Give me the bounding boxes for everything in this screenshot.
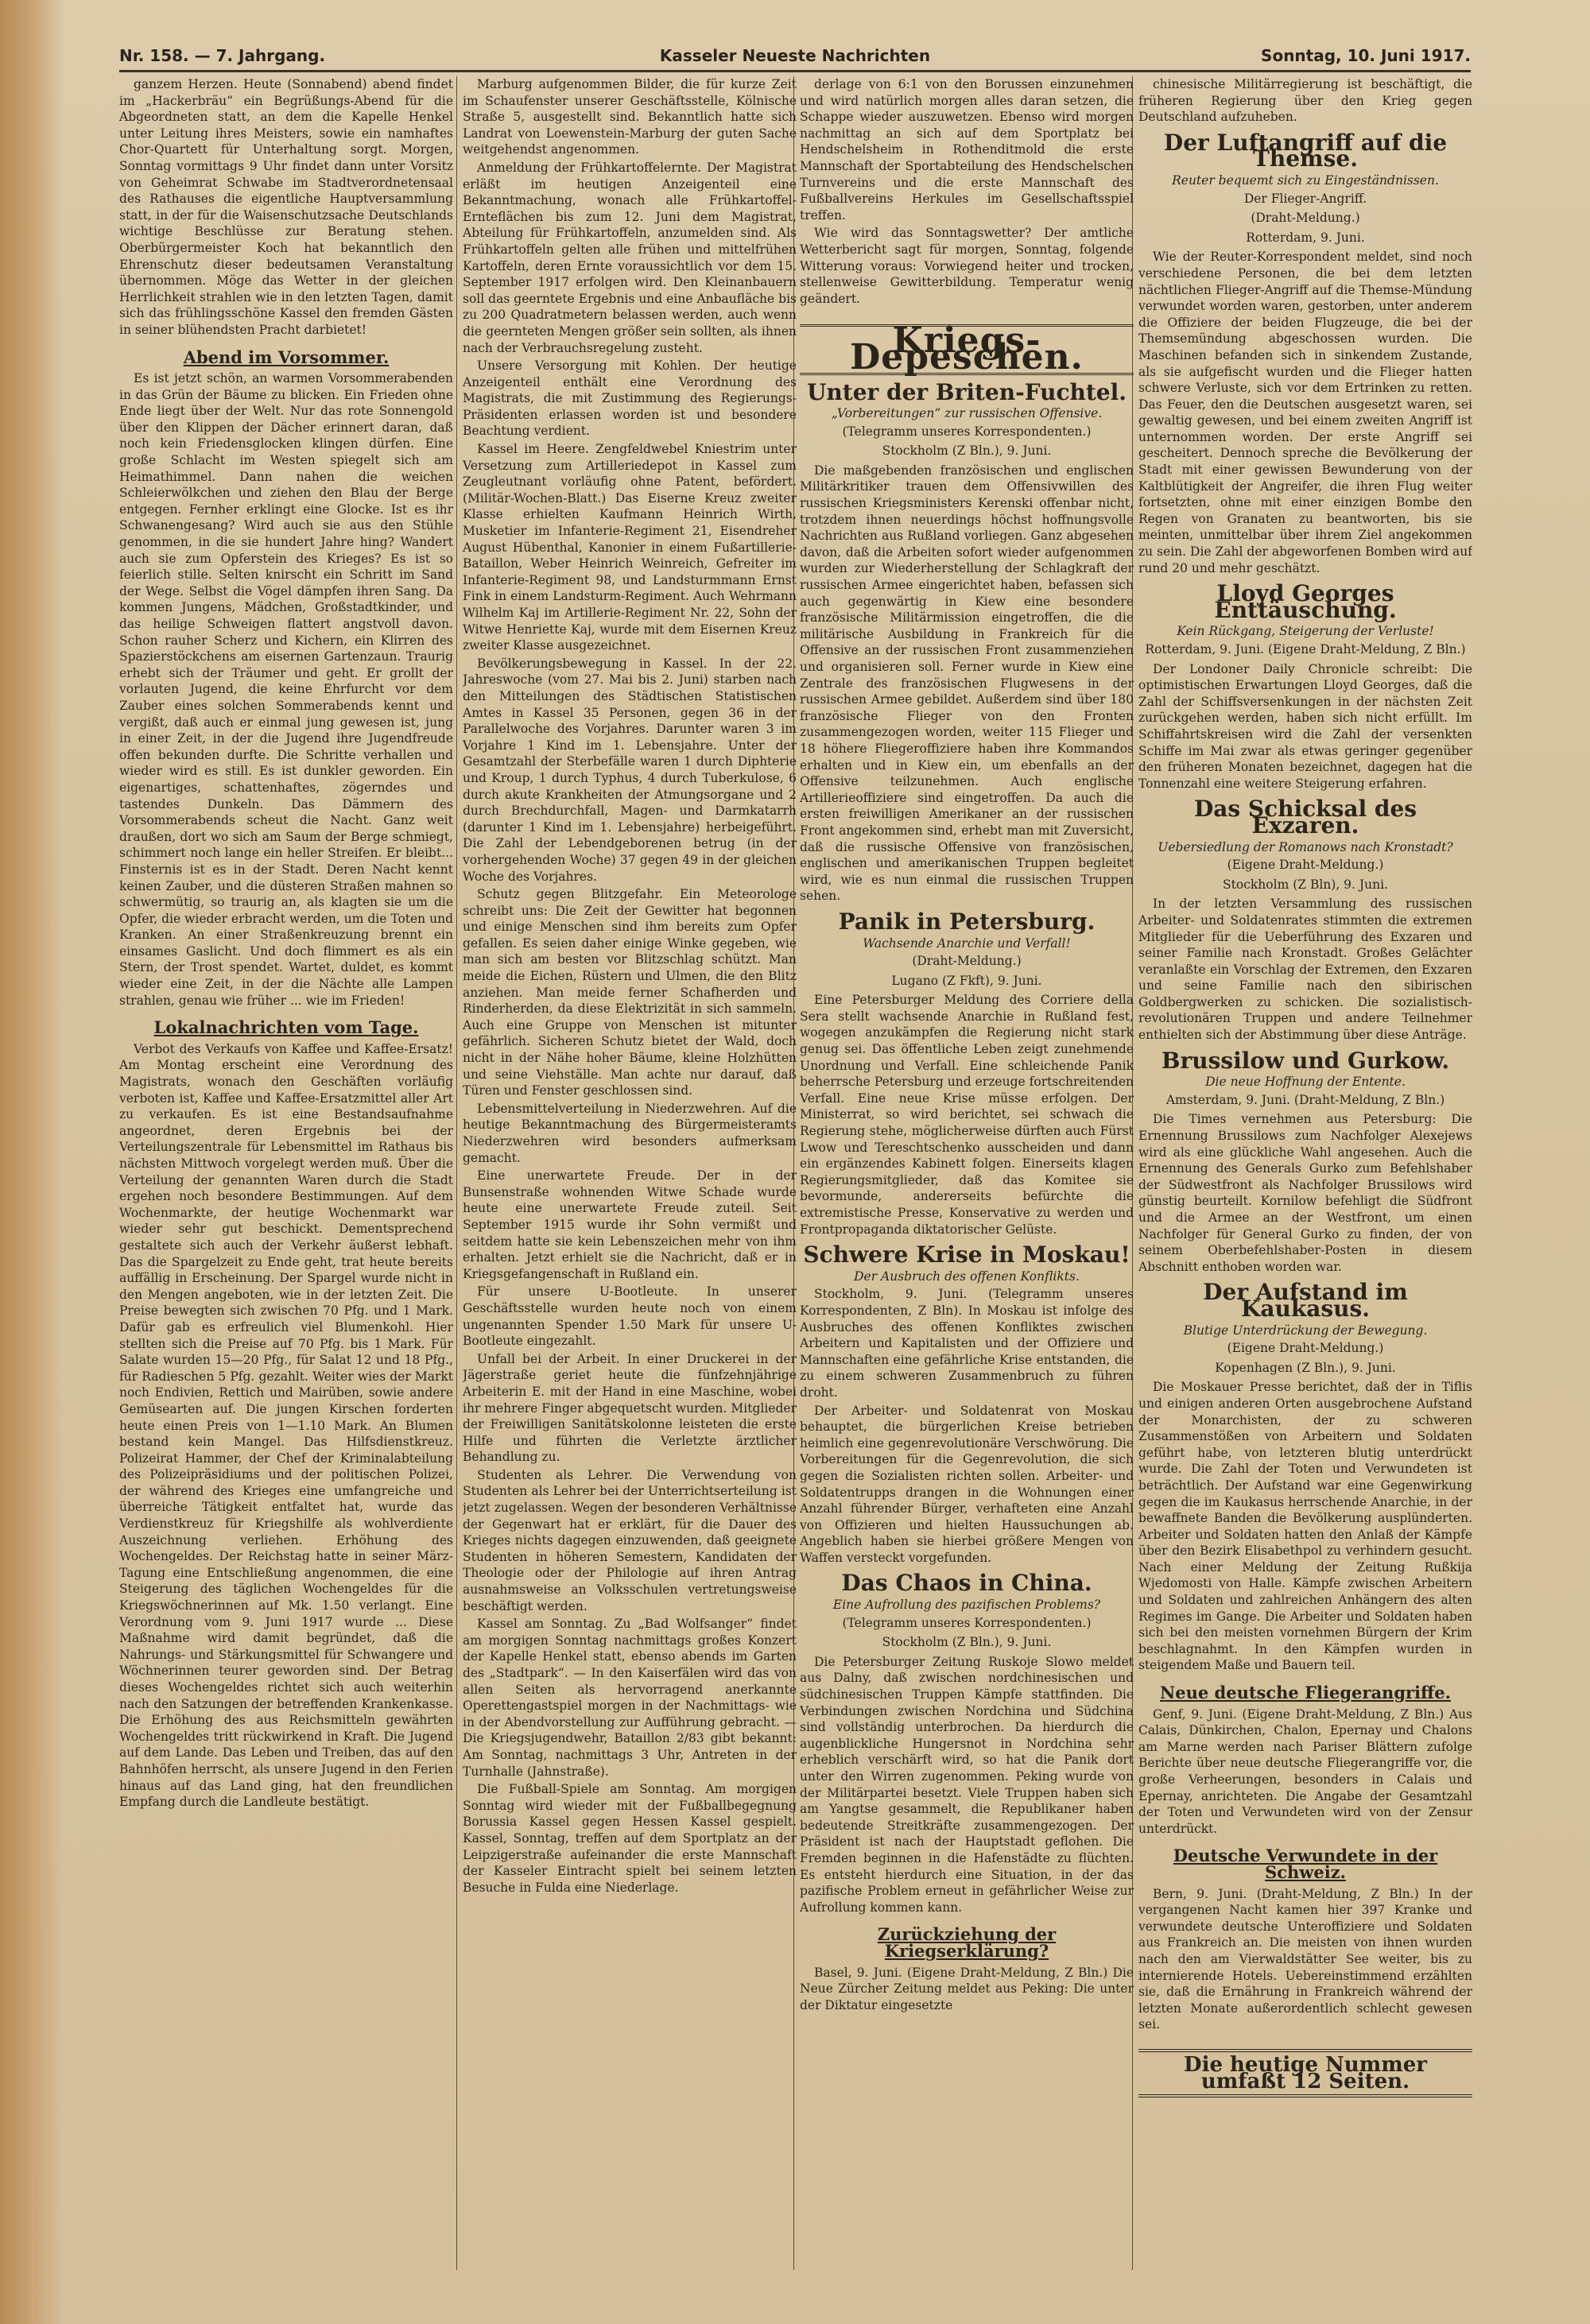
section-title-kriegs-depeschen: Kriegs-Depeschen. (800, 324, 1134, 374)
byline: (Eigene Draht-Meldung.) (1227, 1341, 1384, 1356)
article-paragraph: Kassel am Sonntag. Zu „Bad Wolfsanger“ findet am morgigen Sonntag nachmittags großes Konzert der Kapelle Henkel statt, ebenso abends im Garten des „Stadtpark“. — In den Kaiserfälen wird das von allen Seiten als hervorragend anerkannte Operettengastspiel morgen in der Nachmittags- wie in der Abendvorstellung zur Aufführung gebracht. — Die Kriegsjugendwehr, Bataillon 2/83 gibt bekannt: Am Sonntag, nachmittags 3 Uhr, Antreten in der Turnhalle (Jahnstraße). (463, 1617, 797, 1779)
issue-date: Sonntag, 10. Juni 1917. (1261, 46, 1471, 65)
headline-exzar: Das Schicksal des Exzaren. (1193, 796, 1417, 839)
article-paragraph: chinesische Militärregierung ist beschäftigt, die früheren Regierung über den Krieg gegen Deutschland aufzuheben. (1138, 77, 1472, 125)
headline-lokal: Lokalnachrichten vom Tage. (153, 1017, 419, 1038)
article-paragraph: Es ist jetzt schön, an warmen Vorsommerabenden in das Grün der Bäume zu blicken. Ein Frieden ohne Ende liegt über der Welt. Nur das rote Sonnengold über den Klippen der Dächer erinnert daran, daß noch kein Friedensglocken klingen dürfen. Eine große Schlacht im Westen spiegelt sich am Heimathimmel. Dann nahen die weichen Schleierwölkchen und ziehen den Blau der Berge entgegen. Fernher erklingt eine Glocke. Ist es ihr Schwanengesang? Wird auch sie aus den Stühle genommen, in die sie hundert Jahre hing? Wandert auch sie zum Opferstein des Krieges? Es ist so feierlich stille. Selten knirscht ein Schritt im Sand der Wege. Selbst die Vögel dämpfen ihren Sang. Da kommen Jungens, Mädchen, Großstadtkinder, und das heilige Schweigen flattert angstvoll davon. Schon rauher Scherz und Kichern, ein Klirren des Spazierstöckchens am eisernen Gartenzaun. Traurig erhebt sich der Träumer und geht. Er grollt der vorlauten Jugend, die keine Ehrfurcht vor dem Zauber eines solchen Sommerabends kennt und vergißt, daß auch er einmal jung gewesen ist, jung in einer Zeit, in der die Jugend ihre Jugendfreude offen bekunden durfte. Die Schritte verhallen und wieder wird es still. Es ist dunkler geworden. Ein eigenartiges, schattenhaftes, zögerndes und tastendes Dunkeln. Das Dämmern des Vorsommerabends scheut die Nacht. Ganz weit draußen, dort wo sich am Saum der Berge schmiegt, schimmert noch lange ein heller Streifen. Er bleibt... Finsternis ist es in der Stadt. Deren Nacht kennt keinen Zauber, und die düsteren Straßen mahnen so schwermütig, so traurig an, als klagten sie um die Opfer, die wieder erbracht werden, um die Toten und Kranken. An einer Straßenkreuzung brennt ein einsames Gaslicht. Und doch flimmert es als ein Stern, der Trost spendet. Wartet, duldet, es kommt wieder eine Zeit, in der die Nächte alle Lampen strahlen, genau wie früher ... wie im Frieden! (119, 371, 453, 1008)
headline-luftangriff: Der Luftangriff auf die Themse. (1163, 129, 1448, 172)
newspaper-title: Kasseler Neueste Nachrichten (659, 46, 931, 65)
article-paragraph: Wie wird das Sonntagswetter? Der amtliche Wetterbericht sagt für morgen, Sonntag, folgende Witterung voraus: Vorwiegend heiter und trocken, stellenweise Gewitterbildung. Temperatur wenig geändert. (800, 226, 1134, 306)
column-3 (800, 76, 1134, 2286)
article-paragraph: Unsere Versorgung mit Kohlen. Der heutige Anzeigenteil enthält eine Verordnung des Magistrats, die mit Zustimmung des Regierungs-Präsidenten erlassen worden ist und besondere Beachtung verdient. (463, 358, 797, 439)
article-paragraph: Die Times vernehmen aus Petersburg: Die Ernennung Brussilows zum Nachfolger Alexejews wird als eine glückliche Wahl angesehen. Auch die Ernennung des Generals Gurko zum Befehlshaber der Südwestfront als Nachfolger Brussilows wird günstig beurteilt. Kornilow befehligt die Südfront und die Armee an der Westfront, um einen Nachfolger für General Gurko zu finden, der von seinem Oberbefehlshaber-Posten in diesem Abschnitt enthoben worden war. (1138, 1112, 1472, 1274)
dateline: Lugano (Z Fkft), 9. Juni. (891, 973, 1042, 988)
article-paragraph: Genf, 9. Juni. (Eigene Draht-Meldung, Z Bln.) Aus Calais, Dünkirchen, Chalon, Epernay und Chalons am Marne werden nach Pariser Blättern zufolge Berichte über neue deutsche Fliegerangriffe vor, die große Verheerungen, besonders in Calais und Epernay, anrichteten. Die Angabe der Gesamtzahl der Toten und Verwundeten wird von der Zensur unterdrückt. (1138, 1706, 1472, 1836)
article-paragraph: Der Arbeiter- und Soldatenrat von Moskau behauptet, die bürgerlichen Kreise betrieben heimlich eine gegenrevolutionäre Verschwörung. Die Vorbereitungen für die Gegenrevolution, die sich gegen die Sozialisten richten sollen. Arbeiter- und Soldatentrupps drangen in die Wohnungen einer Anzahl führender Bürger, verhafteten eine Anzahl von Offizieren und hielten Haussuchungen ab. Angeblich haben sie hierbei größere Mengen von Waffen versteckt vorgefunden. (800, 1403, 1134, 1565)
headline-verwundete-schweiz: Deutsche Verwundete in der Schweiz. (1173, 1846, 1438, 1882)
byline: (Draht-Meldung.) (912, 954, 1022, 969)
article-paragraph: ganzem Herzen. Heute (Sonnabend) abend findet im „Hackerbräu“ ein Begrüßungs-Abend für die Abgeordneten statt, an dem die Kapelle Henkel unter Leitung ihres Meisters, sowie ein namhaftes Chor-Quartett für Unterhaltung sorgt. Morgen, Sonntag vormittags 9 Uhr findet dann unter Vorsitz von Geheimrat Schwabe im Stadtverordnetensaal des Rathauses die eigentliche Hauptversammlung statt, in der für die Waisenschutzsache Deutschlands wichtige Beschlüsse zur Beratung stehen. Oberbürgermeister Koch hat bekanntlich den Ehrenschutz dieser bedeutsamen Veranstaltung übernommen. Möge das Wetter in der gleichen Herrlichkeit strahlen wie in den letzten Tagen, damit sich das frühlingsschöne Kassel den fremden Gästen in seiner blühendsten Pracht darbietet! (119, 77, 453, 337)
dateline: Amsterdam, 9. Juni. (Draht-Meldung, Z Bln.) (1165, 1092, 1445, 1107)
article-paragraph: Die Fußball-Spiele am Sonntag. Am morgigen Sonntag wird wieder mit der Fußballbegegnung Borussia Kassel gegen Hessen Kassel gespielt. Kassel, Sonntag, treffen auf dem Sportplatz an der Leipzigerstraße aufeinander die erste Mannschaft der Kasseler Eintracht spielt bei seinem letzten Besuche in Fulda eine Niederlage. (463, 1782, 797, 1895)
subheadline: Reuter bequemt sich zu Eingeständnissen. (1172, 172, 1439, 188)
column-2 (463, 76, 797, 2286)
article-paragraph: Die maßgebenden französischen und englischen Militärkritiker trauen dem Offensivwillen des russischen Kriegsministers Kerenski offenbar nicht, trotzdem ihnen neuerdings höchst hoffnungsvolle Nachrichten aus Rußland vorliegen. Ganz abgesehen davon, daß die Arbeiten sofort wieder aufgenommen wurden zur Wiederherstellung der Schlagkraft der russischen Armee eingerichtet haben, befassen sich auch gegenwärtig in Kiew eine besondere französische Militärmission eingetroffen, die die militärische Ausbildung in Frankreich für die Offensive an der russischen Front zusammenziehen und organisieren soll. Ferner wurde in Kiew eine Zentrale des französischen Flugwesens in der russischen Armee gebildet. Außerdem sind über 180 französische Flieger von den Fronten zusammengezogen worden, weiter 115 Flieger und 18 höhere Fliegeroffiziere haben ihre Kommandos erhalten und in Kiew ein, um ebenfalls an der Offensive teilzunehmen. Auch englische Artillerieoffiziere sind eingetroffen. Da auch die ersten freiwilligen Amerikaner an der russischen Front angekommen sind, erhebt man mit Zuversicht, daß die russische Offensive von französischen, englischen und amerikanischen Truppen begleitet wird, wie es nun einmal die russischen Truppen sehen. (800, 463, 1134, 904)
article-paragraph: Bevölkerungsbewegung in Kassel. In der 22. Jahreswoche (vom 27. Mai bis 2. Juni) starben nach den Mitteilungen des Städtischen Statistischen Amtes in Kassel 35 Personen, gegen 36 in der Parallelwoche des Vorjahres. Darunter waren 3 im Vorjahre 1 Kind im 1. Lebensjahre. Unter der Gesamtzahl der Sterbefälle waren 1 durch Diphterie und Kroup, 1 durch Typhus, 4 durch Tuberkulose, 6 durch akute Krankheiten der Atmungsorgane und 2 durch Brechdurchfall, Magen- und Darmkatarrh (darunter 1 Kind im 1. Lebensjahre) herbeigeführt. Die Zahl der Lebendgeborenen betrug (in der vorhergehenden Woche) 37 gegen 49 in der gleichen Woche des Vorjahres. (463, 656, 797, 884)
article-paragraph: Stockholm, 9. Juni. (Telegramm unseres Korrespondenten, Z Bln). In Moskau ist infolge des Ausbruches des offenen Konfliktes zwischen Arbeitern und Kapitalisten und der Offiziere und Mannschaften eine gefährliche Krise entstanden, die zu einem schweren Zusammenbruch zu führen droht. (800, 1287, 1134, 1400)
byline: (Telegramm unseres Korrespondenten.) (842, 424, 1092, 439)
article-paragraph: Bern, 9. Juni. (Draht-Meldung, Z Bln.) In der vergangenen Nacht kamen hier 397 Kranke und verwundete deutsche Unteroffiziere und Soldaten aus Frankreich an. Die meisten von ihnen wurden nach den am Vierwaldstätter See weiter, bis zu internierende Hotels. Uebereinstimmend erzählten sie, daß die Ernährung in Frankreich während der letzten Monate außerordentlich schlecht gewesen sei. (1138, 1886, 1472, 2032)
page-count-notice: Die heutige Nummer umfaßt 12 Seiten. (1138, 2049, 1472, 2097)
headline-moskau: Schwere Krise in Moskau! (803, 1241, 1130, 1269)
article-paragraph: Eine Petersburger Meldung des Corriere della Sera stellt wachsende Anarchie in Rußland fest, wogegen anzukämpfen die Regierung nicht stark genug sei. Das öffentliche Leben zeigt zunehmende Unordnung und Verfall. Eine schleichende Panik beherrsche Petersburg und erzeuge fortschreitenden Verfall. Eine neue Krise müsse erfolgen. Der Ministerrat, so wird berichtet, sei schwach die Regierung stehe, möglicherweise dürften auch Fürst Lwow und Tereschtschenko ausscheiden und dann ein ergänzendes Kabinett folgen. Einerseits klagen Regierungsmitglieder, daß das Komitee sie bevormunde, andererseits befürchte die extremistische Presse, Konservative zu werden und Frontpropaganda diktatorischer Gelüste. (800, 993, 1134, 1237)
dateline: Kopenhagen (Z Bln.), 9. Juni. (1215, 1360, 1396, 1375)
subheadline: „Vorbereitungen“ zur russischen Offensive. (831, 406, 1103, 421)
headline-china: Das Chaos in China. (841, 1570, 1092, 1597)
subheadline: Uebersiedlung der Romanows nach Kronstadt? (1158, 839, 1453, 854)
article-paragraph: Wie der Reuter-Korrespondent meldet, sind noch verschiedene Personen, die bei dem letzten nächtlichen Flieger-Angriff auf die Themse-Mündung verwundet worden waren, gestorben, unter anderem die Offiziere der beiden Flugzeuge, die bei der Themsemündung abgeschossen wurden. Die Maschinen befanden sich in sinkendem Zustande, als sie aufgefischt wurden und die Flieger hatten schwere Verluste, sich vor dem Ertrinken zu retten. Das Feuer, den die Deutschen ausgesetzt waren, sei gewaltig gewesen, und bei einem zweiten Angriff ist unternommen worden. Der erste Angriff sei gescheitert. Dennoch spreche die Bevölkerung der Stadt mit einer gewissen Bewunderung von der Kaltblütigkeit der Angreifer, die ihren Flug weiter fortsetzten, ohne mit einer einzigen Bombe den Regen von Granaten zu beantworten, bis sie meinten, unmittelbar über ihrem Ziel angekommen zu sein. Die Zahl der abgeworfenen Bomben wird auf rund 20 und mehr geschätzt. (1138, 250, 1472, 575)
subheadline: Die neue Hoffnung der Entente. (1205, 1075, 1406, 1090)
dateline: Rotterdam, 9. Juni. (1246, 230, 1365, 245)
subheadline: Kein Rückgang, Steigerung der Verluste! (1177, 624, 1434, 639)
headline-briten: Unter der Briten-Fuchtel. (807, 378, 1127, 405)
column-1 (119, 76, 453, 2286)
article-paragraph: Die Petersburger Zeitung Ruskoje Slowo meldet aus Dalny, daß zwischen nordchinesischen und südchinesischen Truppen Kämpfe stattfinden. Die Verbindungen zwischen Nordchina und Südchina sind vollständig unterbrochen. Da hierdurch die augenblickliche Hungersnot in Nordchina sehr erheblich verschärft wird, so hat die Panik dort unter den Wirren zugenommen. Peking wurde von der Militärpartei besetzt. Viele Truppen haben sich am Yangtse gesammelt, die Republikaner haben bedeutende Streitkräfte zusammengezogen. Der Präsident ist nach der Hauptstadt geflohen. Die Fremden beginnen in die Hafenstädte zu flüchten. Es entsteht hierdurch eine Situation, in der das pazifische Problem erneut in gefährlicher Weise zur Aufrollung kommen kann. (800, 1654, 1134, 1915)
article-paragraph: Anmeldung der Frühkartoffelernte. Der Magistrat erläßt im heutigen Anzeigenteil eine Bekanntmachung, wonach alle Frühkartoffel-Ernteflächen bis zum 12. Juni dem Magistrat, Abteilung für Frühkartoffeln, anzumelden sind. Als Frühkartoffeln gelten alle frühen und mittelfrühen Kartoffeln, deren Ernte voraussichtlich vor dem 15. September 1917 erfolgen wird. Den Kleinanbauern soll das geerntete Ergebnis und eine Anbaufläche bis zu 200 Quadratmetern belassen werden, auch wenn die geernteten Mengen größer sein sollten, als ihnen nach der Verbrauchsregelung zusteht. (463, 160, 797, 355)
column-4 (1138, 76, 1472, 2286)
dateline: Rotterdam, 9. Juni. (Eigene Draht-Meldung, Z Bln.) (1145, 642, 1466, 657)
page-edge-stain (0, 0, 64, 2324)
article-paragraph: Für unsere U-Bootleute. In unserer Geschäftsstelle wurden heute noch von einem ungenannten Spender 1.50 Mark für unsere U-Bootleute eingezahlt. (463, 1284, 797, 1349)
column-rule (456, 76, 457, 2270)
article-paragraph: Lebensmittelverteilung in Niederzwehren. Auf die heutige Bekanntmachung des Bürgermeisteramts Niederzwehren wird besonders aufmerksam gemacht. (463, 1101, 797, 1165)
article-paragraph: Kassel im Heere. Zengfeldwebel Kniestrim unter Versetzung zum Artilleriedepot in Kassel zum Zeugleutnant vorläufig ohne Patent, befördert. (Militär-Wochen-Blatt.) Das Eiserne Kreuz zweiter Klasse erhielten Kaufmann Heinrich Wirth, Musketier im Infanterie-Regiment 21, Eisendreher August Hübenthal, Kanonier in einem Fußartillerie-Bataillon, Weber Heinrich Weinreich, Gefreiter im Infanterie-Regiment 98, und Landsturmmann Ernst Fink in einem Landsturm-Regiment. Auch Wehrmann Wilhelm Kaj im Artillerie-Regiment Nr. 22, Sohn der Witwe Henriette Kaj, wurde mit dem Eisernen Kreuz zweiter Klasse ausgezeichnet. (463, 442, 797, 653)
article-paragraph: Die Moskauer Presse berichtet, daß der in Tiflis und einigen anderen Orten ausgebrochene Aufstand der Monarchisten, der zu schweren Zusammenstößen von Arbeitern und Soldaten geführt habe, von letzteren blutig unterdrückt wurde. Die Zahl der Toten und Verwundeten ist beträchtlich. Der Aufstand war eine Gegenwirkung gegen die im Kaukasus herrschende Anarchie, in der bewaffnete Banden die Bevölkerung ausplünderten. Arbeiter und Soldaten hatten den Anlaß der Kämpfe über den Bezirk Elisabethpol zu verhindern gesucht. Nach einer Meldung der Zeitung Rußkija Wjedomosti von Halle. Kämpfe zwischen Arbeitern und Soldaten und zahlreichen Anhängern des alten Regimes im Gange. Die Arbeiter und Soldaten haben sich bei den meisten vornehmen Bürgern der Krim beschlagnahmt. In den Kämpfen wurden in steigendem Maße und Bauern teil. (1138, 1380, 1472, 1673)
subheadline: Der Ausbruch des offenen Konflikts. (854, 1269, 1080, 1284)
headline-fliegerangriffe: Neue deutsche Fliegerangriffe. (1160, 1683, 1451, 1703)
subheadline: Der Flieger-Angriff. (1243, 191, 1367, 206)
article-paragraph: Basel, 9. Juni. (Eigene Draht-Meldung, Z Bln.) Die Neue Zürcher Zeitung meldet aus Peking: Die unter der Diktatur eingesetzte (800, 1965, 1134, 2012)
article-paragraph: Der Londoner Daily Chronicle schreibt: Die optimistischen Erwartungen Lloyd Georges, daß die Zahl der Schiffsversenkungen in der nächsten Zeit zurückgehen werden, haben sich nicht erfüllt. Im Schiffahrtskreisen wird die Zahl der versenkten Schiffe im Mai zwar als etwas geringer gegenüber den früheren Monaten bezeichnet, dagegen hat die Tonnenzahl eine weitere Steigerung erfahren. (1138, 661, 1472, 791)
byline: (Eigene Draht-Meldung.) (1227, 858, 1384, 873)
byline: (Draht-Meldung.) (1251, 211, 1360, 226)
headline-zurueckziehung: Zurückziehung der Kriegserklärung? (877, 1924, 1057, 1961)
issue-number: Nr. 158. — 7. Jahrgang. (119, 46, 326, 65)
dateline: Stockholm (Z Bln), 9. Juni. (1223, 877, 1388, 892)
dateline: Stockholm (Z Bln.), 9. Juni. (882, 443, 1052, 459)
headline-abend: Abend im Vorsommer. (183, 347, 390, 367)
article-paragraph: Studenten als Lehrer. Die Verwendung von Studenten als Lehrer bei der Unterrichtserteilung ist jetzt zugelassen. Wegen der besonderen Verhältnisse der Gegenwart hat er erklärt, für die Dauer des Krieges nichts dagegen einzuwenden, daß geeignete Studenten in höheren Semestern, Kandidaten der Theologie oder der Philologie auf ihren Antrag ausnahmsweise an Volksschulen vertretungsweise beschäftigt werden. (463, 1467, 797, 1613)
subheadline: Eine Aufrollung des pazifischen Problems? (832, 1598, 1101, 1613)
subheadline: Blutige Unterdrückung der Bewegung. (1183, 1323, 1428, 1338)
article-paragraph: In der letzten Versammlung des russischen Arbeiter- und Soldatenrates stimmten die extremen Mitglieder für die Ueberführung des Exzaren und seiner Familie nach Kronstadt. Großes Gelächter veranlaßte ein Vorschlag der Extremen, den Exzaren und seine Familie nach den sibirischen Goldbergwerken zu schicken. Die sozialistisch-revolutionären Truppen und andere Teilnehmer enthielten sich der Abstimmung über diese Anträge. (1138, 897, 1472, 1043)
article-paragraph: Verbot des Verkaufs von Kaffee und Kaffee-Ersatz! Am Montag erscheint eine Verordnung des Magistrats, wonach den Geschäften vorläufig verboten ist, Kaffee und Kaffee-Ersatzmittel aller Art zu verkaufen. Es ist eine Bestandsaufnahme angeordnet, deren Ergebnis bei der Verteilungszentrale für Lebensmittel im Rathaus bis nächsten Mittwoch vorgelegt werden muß. Über die Verteilung der genannten Waren durch die Stadt ergehen noch besondere Bestimmungen. Auf dem Wochenmarkte, der heutige Wochenmarkt war wieder sehr gut beschickt. Dementsprechend gestaltete sich auch der Verkehr äußerst lebhaft. Das die Spargelzeit zu Ende geht, trat heute bereits auffällig in Erscheinung. Der Spargel wurde nicht in den Mengen angeboten, wie in der letzten Zeit. Die Preise bewegten sich zwischen 70 Pfg. und 1 Mark. Dafür gab es erfreulich viel Blumenkohl. Hier stellten sich die Preise auf 70 Pfg. bis 1 Mark. Für Salate wurden 15—20 Pfg., für Salat 12 und 18 Pfg., für Radieschen 5 Pfg. gezahlt. Weiter wies der Markt noch Endivien, Rettich und Mairüben, sowie andere Gemüsearten auf. Die jungen Kirschen forderten heute einen Preis von 1—1.10 Mark. An Blumen bestand kein Mangel. Das Hilfsdienstkreuz. Polizeirat Hammer, der Chef der Kriminalabteilung des Polizeipräsidiums und der politischen Polizei, der während des Krieges eine umfangreiche und überreiche Tätigkeit entfaltet hat, wurde das Verdienstkreuz für Kriegshilfe als wohlverdiente Auszeichnung verliehen. Erhöhung des Wochengeldes. Der Reichstag hatte in seiner März-Tagung eine Entschließung angenommen, die eine Steigerung des täglichen Wochengeldes für die Kriegswöchnerinnen auf Mk. 1.50 verlangt. Eine Verordnung vom 9. Juni 1917 wurde ... Diese Maßnahme wird damit begründet, daß die Nahrungs- und Stärkungsmittel für Schwangere und Wöchnerinnen teurer geworden sind. Der Betrag dieses Wochengeldes richtet sich auch weiterhin nach den Satzungen der betreffenden Krankenkasse. Die Erhöhung des aus Reichsmitteln gewährten Wochengeldes tritt rückwirkend in Kraft. Die Jugend auf dem Lande. Das Leben und Treiben, das auf den Bahnhöfen herrscht, als unsere Jugend in den Ferien hinaus auf das Land ging, hat den freundlichen Empfang durch die Landleute bestätigt. (119, 1041, 453, 1810)
byline: (Telegramm unseres Korrespondenten.) (842, 1615, 1092, 1630)
headline-brussilow: Brussilow und Gurkow. (1161, 1047, 1450, 1074)
page-header (119, 43, 1471, 72)
article-paragraph: Unfall bei der Arbeit. In einer Druckerei in der Jägerstraße geriet heute die fünfzehnjährige Arbeiterin E. mit der Hand in eine Maschine, wobei ihr mehrere Finger abgequetscht wurden. Mitglieder der Freiwilligen Sanitätskolonne leisteten die erste Hilfe und führten die Verletzte ärztlicher Behandlung zu. (463, 1351, 797, 1465)
article-paragraph: Eine unerwartete Freude. Der in der Bunsenstraße wohnenden Witwe Schade wurde heute eine unerwartete Freude zuteil. Seit September 1915 wurde ihr Sohn vermißt und seitdem hatte sie kein Lebenszeichen mehr von ihm erhalten. Jetzt erhielt sie die Nachricht, daß er in Kriegsgefangenschaft in Rußland ein. (463, 1168, 797, 1281)
article-paragraph: Schutz gegen Blitzgefahr. Ein Meteorologe schreibt uns: Die Zeit der Gewitter hat begonnen und einige Menschen sind ihm bereits zum Opfer gefallen. Es seien daher einige Winke gegeben, wie man sich am besten vor Blitzschlag schützt. Man meide die Eichen, Rüstern und Ulmen, die den Blitz anziehen. Man meide ferner Schafherden und Rinderherden, da diese Elektrizität in sich sammeln. Auch eine Gruppe von Menschen ist mitunter gefährlich. Sicheren Schutz bietet der Wald, doch nicht in der Nähe hoher Bäume, kleine Holzhütten und seine Viehställe. Man achte nur darauf, daß Türen und Fenster geschlossen sind. (463, 887, 797, 1098)
article-paragraph: derlage von 6:1 von den Borussen einzunehmen und wird natürlich morgen alles daran setzen, die Schappe wieder auszuwetzen. Ebenso wird morgen nachmittag an sich auf dem Sportplatz bei Hendschelsheim in Rothenditmold die erste Mannschaft der Sportabteilung des Hendschelschen Turnvereins und die erste Mannschaft des Fußballvereins Herkules im Gesellschaftsspiel treffen. (800, 77, 1134, 223)
headline-kaukasus: Der Aufstand im Kaukasus. (1203, 1279, 1408, 1322)
headline-lloyd-george: Lloyd Georges Enttäuschung. (1214, 580, 1397, 623)
dateline: Stockholm (Z Bln.), 9. Juni. (882, 1635, 1052, 1650)
headline-panik: Panik in Petersburg. (838, 908, 1096, 935)
article-paragraph: Marburg aufgenommen Bilder, die für kurze Zeit im Schaufenster unserer Geschäftsstelle, Kölnische Straße 5, ausgestellt sind. Bekanntlich hatte sich Landrat von Loewenstein-Marburg der guten Sache weitgehendst angenommen. (463, 77, 797, 157)
subheadline: Wachsende Anarchie und Verfall! (863, 935, 1071, 951)
